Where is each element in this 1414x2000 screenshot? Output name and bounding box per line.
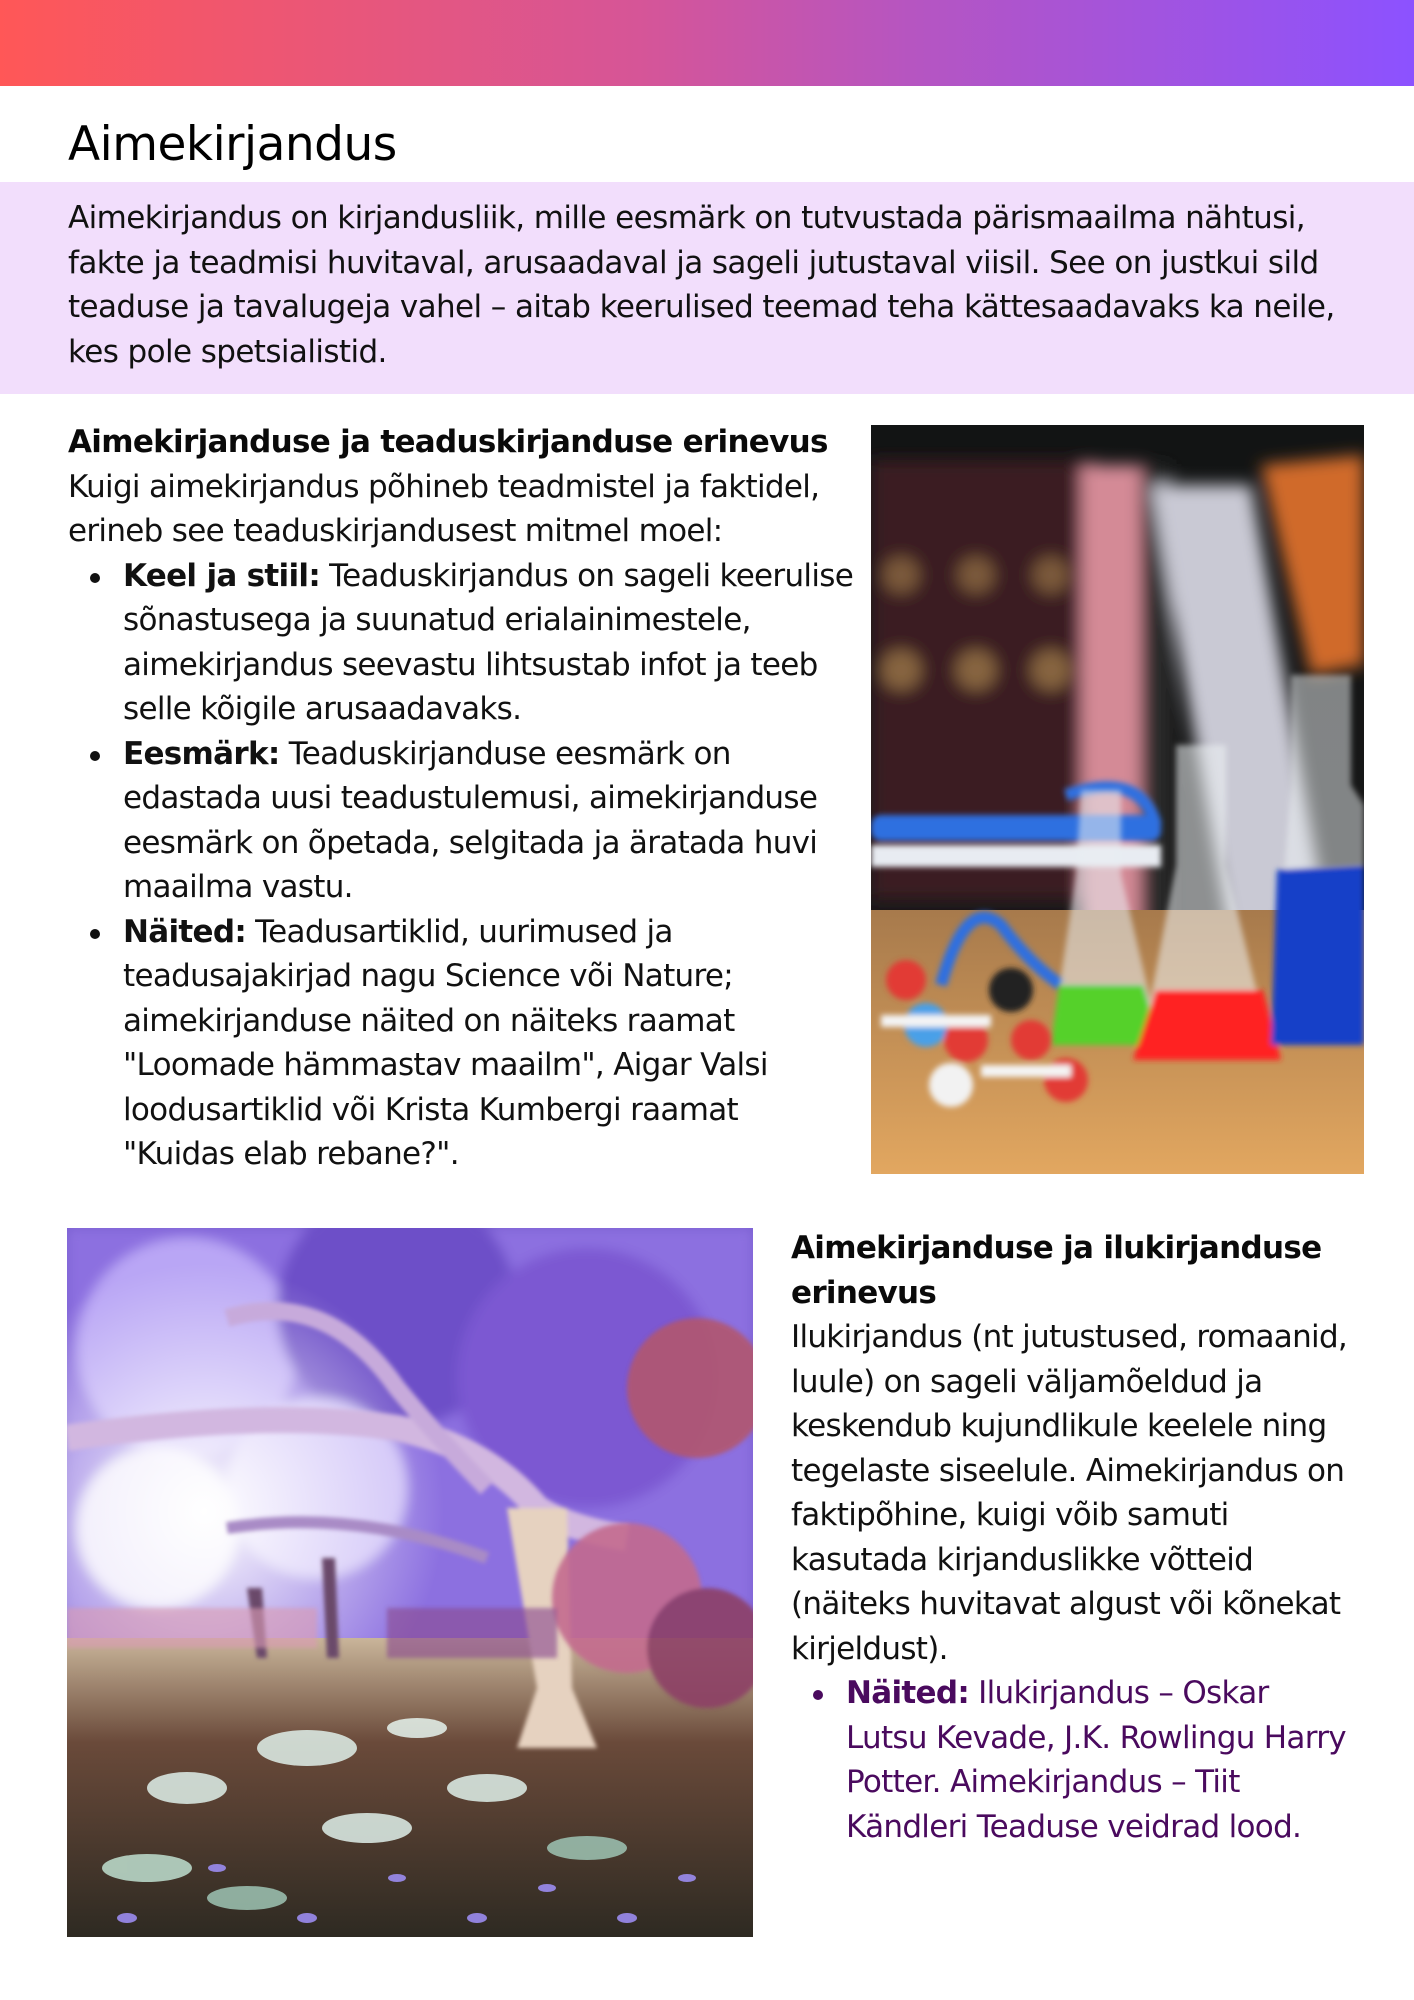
page-title: Aimekirjandus	[68, 117, 397, 172]
bullet-icon	[90, 929, 100, 939]
section-fiction-vs-popular	[791, 1226, 1351, 1849]
bullet-list	[68, 554, 858, 1177]
bullet-icon	[90, 573, 100, 583]
section-heading: Aimekirjanduse ja teaduskirjanduse erinevus	[68, 424, 828, 460]
chemistry-image	[871, 425, 1364, 1174]
purple-tree-image	[67, 1228, 753, 1937]
bullet-icon	[813, 1690, 823, 1700]
list-item	[791, 1671, 1351, 1849]
bullet-list	[791, 1671, 1351, 1849]
list-item	[68, 732, 858, 910]
chemistry-illustration	[871, 425, 1364, 1174]
section-heading: Aimekirjanduse ja ilukirjanduse erinevus	[791, 1230, 1322, 1311]
section-body: Ilukirjandus (nt jutustused, romaanid, luule) on sageli väljamõeldud ja keskendub kujundlikule keelele ning tegelaste siseelule. Aimekirjandus on faktipõhine, kuigi võib samuti kasutada kirjanduslikke võtteid (näiteks huvitavat algust või kõnekat kirjeldust).	[791, 1319, 1348, 1667]
list-item-term: Eesmärk:	[123, 735, 280, 772]
list-item-text: Ilukirjandus – Oskar Lutsu Kevade, J.K. Rowlingu Harry Potter. Aimekirjandus – Tiit Kändleri Teaduse veidrad lood.	[846, 1675, 1346, 1845]
header-gradient-band	[0, 0, 1414, 86]
list-item-term: Keel ja stiil:	[123, 557, 321, 594]
intro-text: Aimekirjandus on kirjandusliik, mille eesmärk on tutvustada pärismaailma nähtusi, fakte ja teadmisi huvitaval, arusaadaval ja sageli jutustaval viisil. See on justkui sild teaduse ja tavalugeja vahel – aitab keerulised teemad teha kättesaadavaks ka neile, kes pole spetsialistid.	[68, 200, 1335, 370]
list-item-text: Teaduskirjanduse eesmärk on edastada uusi teadustulemusi, aimekirjanduse eesmärk on õpetada, selgitada ja äratada huvi maailma vastu.	[123, 735, 818, 905]
list-item-term: Näited:	[846, 1675, 970, 1711]
bullet-icon	[90, 751, 100, 761]
section-science-vs-popular	[68, 420, 858, 1177]
list-item	[68, 554, 858, 732]
list-item	[68, 910, 858, 1177]
list-item-term: Näited:	[123, 913, 247, 950]
tree-illustration	[67, 1228, 753, 1937]
list-item-text: Teaduskirjandus on sageli keerulise sõnastusega ja suunatud erialainimestele, aimekirjandus seevastu lihtsustab infot ja teeb selle kõigile arusaadavaks.	[123, 557, 854, 727]
list-item-text: Teadusartiklid, uurimused ja teadusajakirjad nagu Science või Nature; aimekirjanduse näited on näiteks raamat "Loomade hämmastav maailm", Aigar Valsi loodusartiklid või Krista Kumbergi raamat "Kuidas elab rebane?".	[123, 913, 768, 1172]
section-body: Kuigi aimekirjandus põhineb teadmistel ja faktidel, erineb see teaduskirjandusest mitmel moel:	[68, 468, 820, 549]
